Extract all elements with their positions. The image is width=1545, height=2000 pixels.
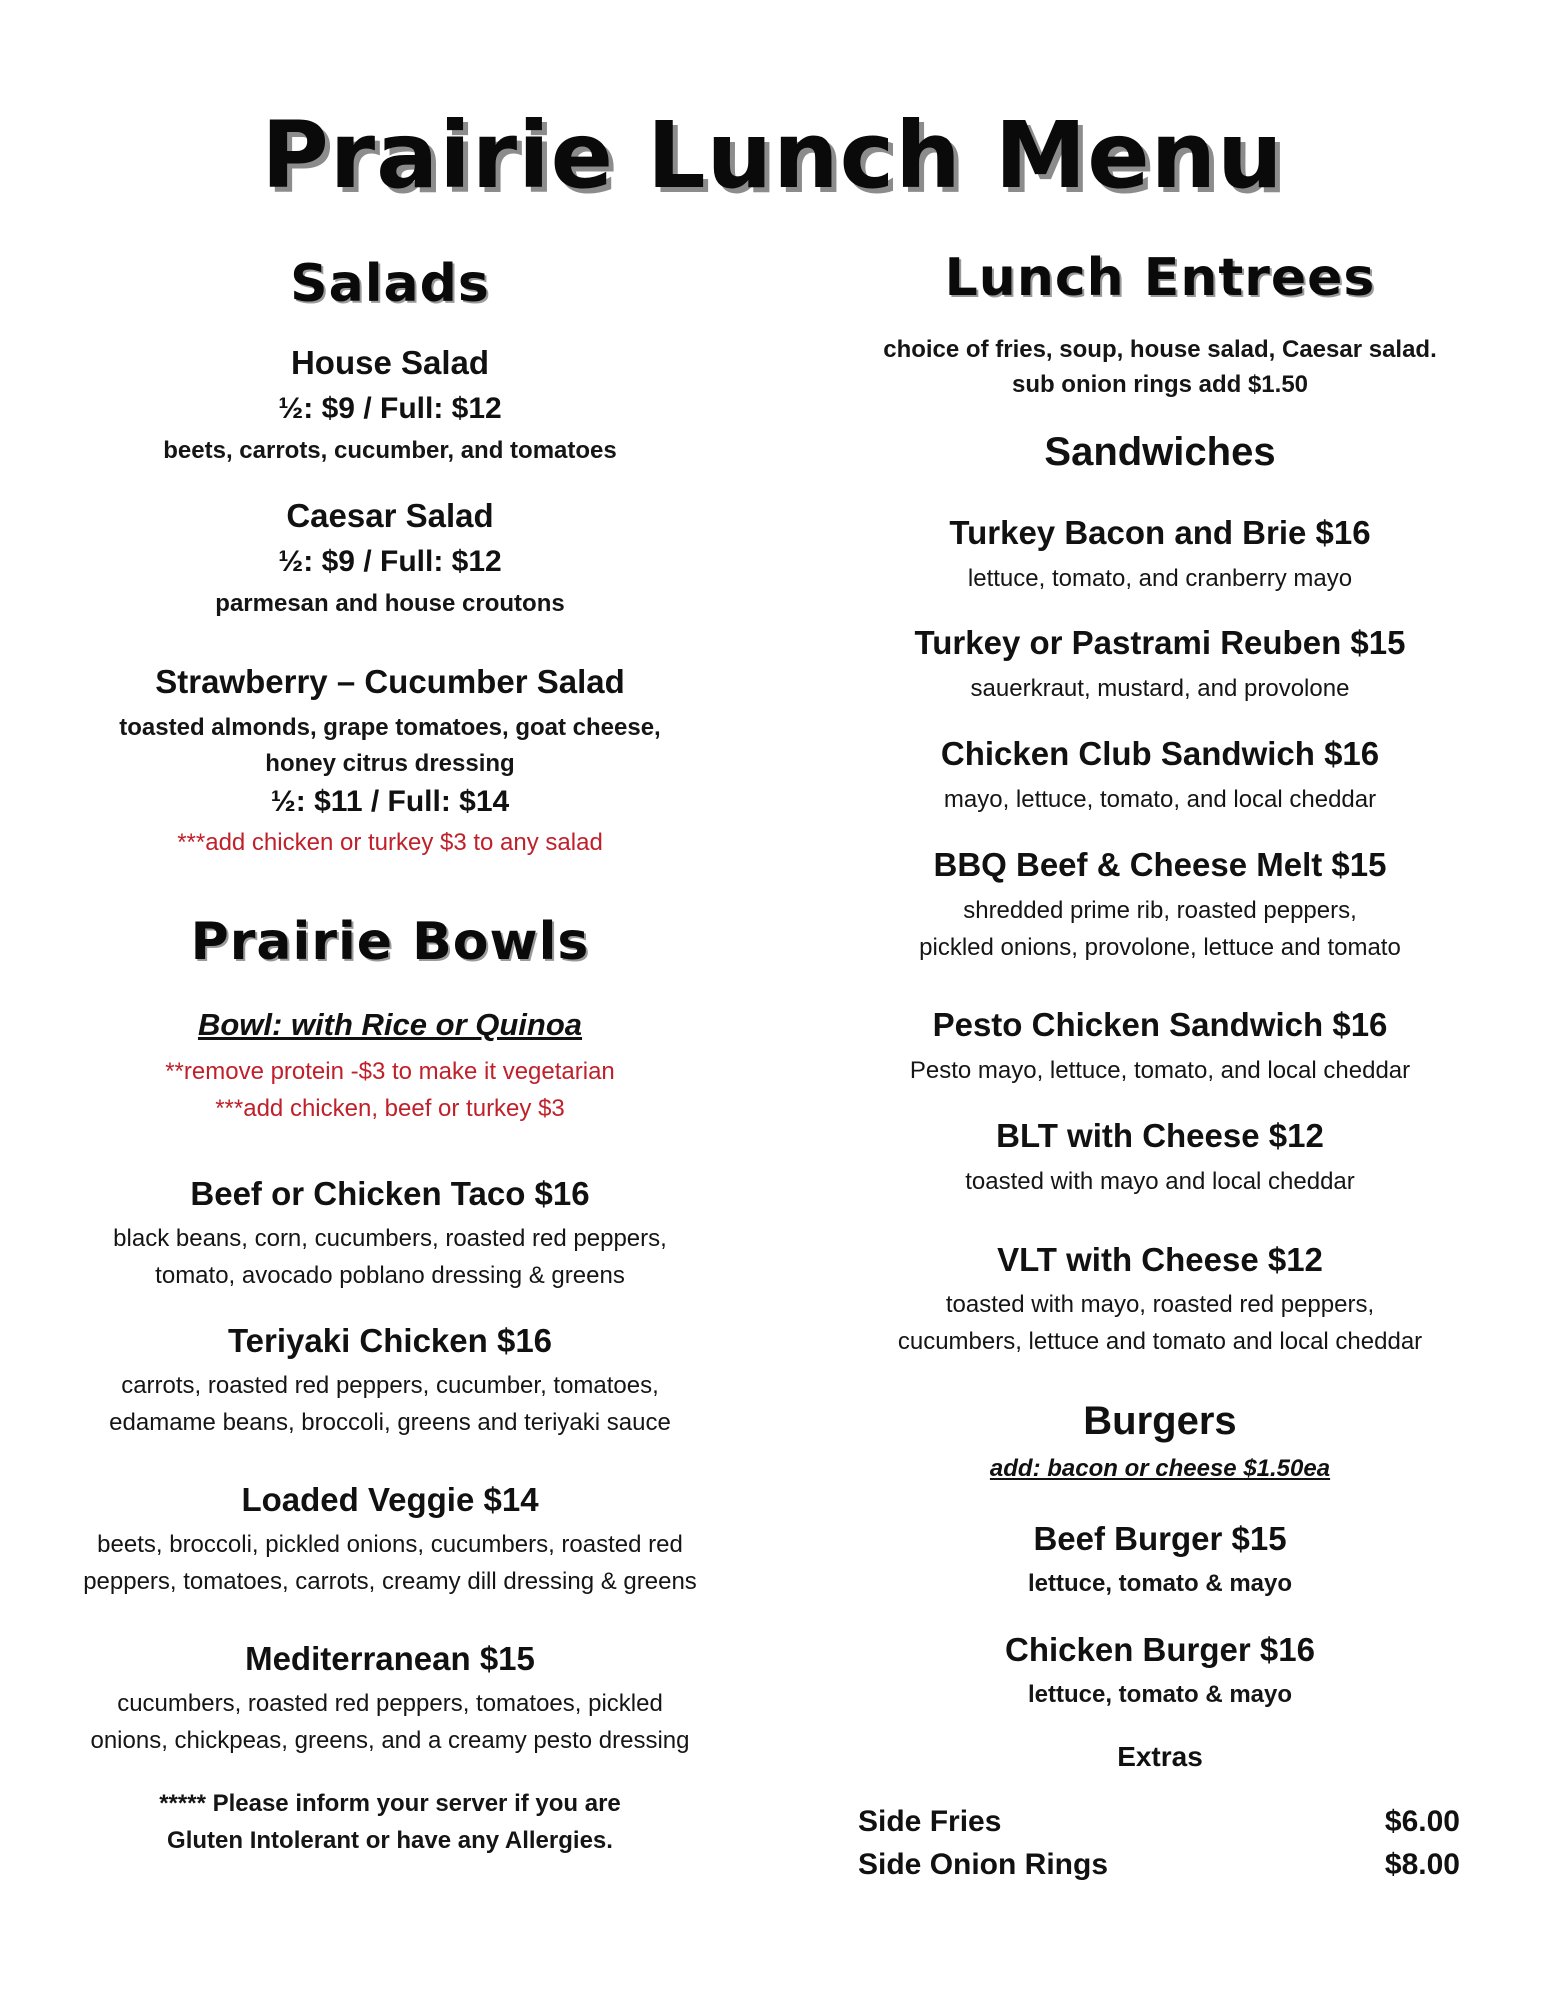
teriyaki-bowl-desc-2: edamame beans, broccoli, greens and teriyaki sauce xyxy=(109,1409,671,1436)
extra-price: $6.00 xyxy=(1384,1805,1460,1838)
caesar-salad-name: Caesar Salad xyxy=(286,497,494,534)
entrees-choice-2: sub onion rings add $1.50 xyxy=(1011,371,1309,398)
mediterranean-bowl-desc-2: onions, chickpeas, greens, and a creamy pesto dressing xyxy=(90,1727,690,1754)
pesto-chicken-desc: Pesto mayo, lettuce, tomato, and local cheddar xyxy=(909,1057,1411,1084)
bbq-melt-desc-2: pickled onions, provolone, lettuce and tomato xyxy=(919,934,1401,961)
taco-bowl-desc-2: tomato, avocado poblano dressing & greens xyxy=(155,1262,625,1289)
sandwiches-heading: Sandwiches xyxy=(1044,430,1276,474)
extra-row-onion-rings xyxy=(858,1848,1460,1888)
chicken-burger-name: Chicken Burger $16 xyxy=(1005,1631,1315,1668)
bbq-melt-name: BBQ Beef & Cheese Melt $15 xyxy=(933,846,1387,883)
burgers-heading: Burgers xyxy=(1083,1399,1237,1443)
salads-heading: Salads xyxy=(290,254,490,314)
pesto-chicken-name: Pesto Chicken Sandwich $16 xyxy=(932,1006,1388,1043)
house-salad-name: House Salad xyxy=(290,344,490,381)
beef-burger-desc: lettuce, tomato & mayo xyxy=(1027,1570,1293,1597)
bbq-melt-desc-1: shredded prime rib, roasted peppers, xyxy=(963,897,1357,924)
entrees-choice-1: choice of fries, soup, house salad, Caesar salad. xyxy=(883,336,1437,363)
veggie-bowl-name: Loaded Veggie $14 xyxy=(241,1481,539,1518)
burgers-subheading: add: bacon or cheese $1.50ea xyxy=(989,1455,1331,1482)
blt-name: BLT with Cheese $12 xyxy=(996,1117,1324,1154)
vlt-name: VLT with Cheese $12 xyxy=(997,1241,1323,1278)
chicken-club-name: Chicken Club Sandwich $16 xyxy=(940,735,1380,772)
caesar-salad-desc: parmesan and house croutons xyxy=(215,590,565,617)
strawberry-salad-name: Strawberry – Cucumber Salad xyxy=(155,663,625,700)
reuben-desc: sauerkraut, mustard, and provolone xyxy=(970,675,1350,702)
lunch-entrees-heading: Lunch Entrees xyxy=(944,248,1376,308)
teriyaki-bowl-name: Teriyaki Chicken $16 xyxy=(227,1322,553,1359)
veggie-bowl-desc-1: beets, broccoli, pickled onions, cucumbers, roasted red xyxy=(97,1531,683,1558)
vlt-desc-2: cucumbers, lettuce and tomato and local cheddar xyxy=(897,1328,1423,1355)
strawberry-salad-desc-1: toasted almonds, grape tomatoes, goat cheese, xyxy=(119,714,661,741)
salad-add-note: ***add chicken or turkey $3 to any salad xyxy=(177,829,603,856)
reuben-name: Turkey or Pastrami Reuben $15 xyxy=(914,624,1406,661)
turkey-brie-name: Turkey Bacon and Brie $16 xyxy=(949,514,1371,551)
caesar-salad-price: ½: $9 / Full: $12 xyxy=(278,545,502,578)
turkey-brie-desc: lettuce, tomato, and cranberry mayo xyxy=(967,565,1353,592)
extra-price: $8.00 xyxy=(1384,1848,1460,1881)
strawberry-salad-desc-2: honey citrus dressing xyxy=(265,750,515,777)
bowls-subheading: Bowl: with Rice or Quinoa xyxy=(197,1007,583,1042)
extra-row-side-fries xyxy=(858,1805,1460,1845)
mediterranean-bowl-desc-1: cucumbers, roasted red peppers, tomatoes, pickled xyxy=(117,1690,663,1717)
vlt-desc-1: toasted with mayo, roasted red peppers, xyxy=(945,1291,1375,1318)
veggie-bowl-desc-2: peppers, tomatoes, carrots, creamy dill dressing & greens xyxy=(83,1568,697,1595)
teriyaki-bowl-desc-1: carrots, roasted red peppers, cucumber, tomatoes, xyxy=(121,1372,659,1399)
mediterranean-bowl-name: Mediterranean $15 xyxy=(245,1640,535,1677)
strawberry-salad-price: ½: $11 / Full: $14 xyxy=(270,785,510,818)
allergy-notice-2: Gluten Intolerant or have any Allergies. xyxy=(167,1827,613,1854)
house-salad-desc: beets, carrots, cucumber, and tomatoes xyxy=(163,437,617,464)
house-salad-price: ½: $9 / Full: $12 xyxy=(278,392,502,425)
extra-name: Side Fries xyxy=(858,1805,1002,1838)
taco-bowl-name: Beef or Chicken Taco $16 xyxy=(190,1175,590,1212)
prairie-bowls-heading: Prairie Bowls xyxy=(190,912,590,972)
chicken-burger-desc: lettuce, tomato & mayo xyxy=(1027,1681,1293,1708)
blt-desc: toasted with mayo and local cheddar xyxy=(965,1168,1355,1195)
bowls-add-protein-note: ***add chicken, beef or turkey $3 xyxy=(215,1095,565,1122)
extra-name: Side Onion Rings xyxy=(858,1848,1109,1881)
menu-title: Prairie Lunch Menu xyxy=(261,102,1284,209)
bowls-vegetarian-note: **remove protein -$3 to make it vegetarian xyxy=(165,1058,615,1085)
extras-heading: Extras xyxy=(1117,1741,1203,1772)
taco-bowl-desc-1: black beans, corn, cucumbers, roasted red peppers, xyxy=(113,1225,667,1252)
allergy-notice-1: ***** Please inform your server if you are xyxy=(159,1790,621,1817)
chicken-club-desc: mayo, lettuce, tomato, and local cheddar xyxy=(943,786,1377,813)
beef-burger-name: Beef Burger $15 xyxy=(1033,1520,1287,1557)
